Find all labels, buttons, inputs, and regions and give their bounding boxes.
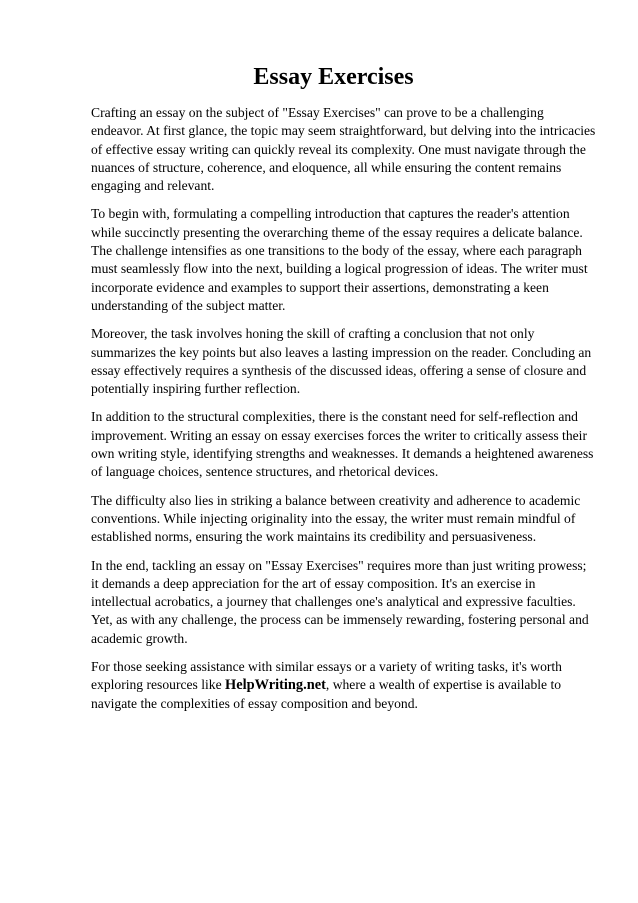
paragraph-4: In addition to the structural complexities, there is the constant need for self-reflection and improvement. Writing an essay on essay exercises forces the writer to critically assess their own writing style, identifying strengths and weaknesses. It demands a heightened awareness of language choices, sentence structures, and rhetorical devices. [91, 409, 594, 480]
brand-name: HelpWriting.net [225, 677, 326, 694]
paragraph-1: Crafting an essay on the subject of "Essay Exercises" can prove to be a challenging endeavor. At first glance, the topic may seem straightforward, but delving into the intricacies of effective essay writing can quickly reveal its complexity. One must navigate through the nuances of structure, coherence, and eloquence, all while ensuring the content remains engaging and relevant. [91, 105, 596, 194]
paragraph-3: Moreover, the task involves honing the skill of crafting a conclusion that not only summarizes the key points but also leaves a lasting impression on the reader. Concluding an essay effectively requires a synthesis of the discussed ideas, offering a sense of closure and potentially inspiring further reflection. [91, 326, 592, 397]
closing-paragraph [91, 658, 596, 713]
closing-text-before: For those seeking assistance with similar essays or a variety of writing tasks, it's worth exploring resources like [91, 659, 562, 693]
document-title: Essay Exercises [253, 64, 414, 90]
paragraph-6: In the end, tackling an essay on "Essay Exercises" requires more than just writing prowess; it demands a deep appreciation for the art of essay composition. It's an exercise in intellectual acrobatics, a journey that challenges one's analytical and expressive faculties. Yet, as with any challenge, the process can be immensely rewarding, fostering personal and academic growth. [91, 557, 589, 646]
closing-text-after: , where a wealth of expertise is available to navigate the complexities of essay composition and beyond. [91, 677, 562, 711]
paragraph-5: The difficulty also lies in striking a balance between creativity and adherence to academic conventions. While injecting originality into the essay, the writer must remain mindful of established norms, ensuring the work maintains its credibility and persuasiveness. [91, 492, 581, 545]
paragraph-2: To begin with, formulating a compelling introduction that captures the reader's attention while succinctly presenting the overarching theme of the essay requires a delicate balance. The challenge intensifies as one transitions to the body of the essay, where each paragraph must seamlessly flow into the next, building a logical progression of ideas. The writer must incorporate evidence and examples to support their assertions, demonstrating a keen understanding of the subject matter. [91, 206, 588, 313]
